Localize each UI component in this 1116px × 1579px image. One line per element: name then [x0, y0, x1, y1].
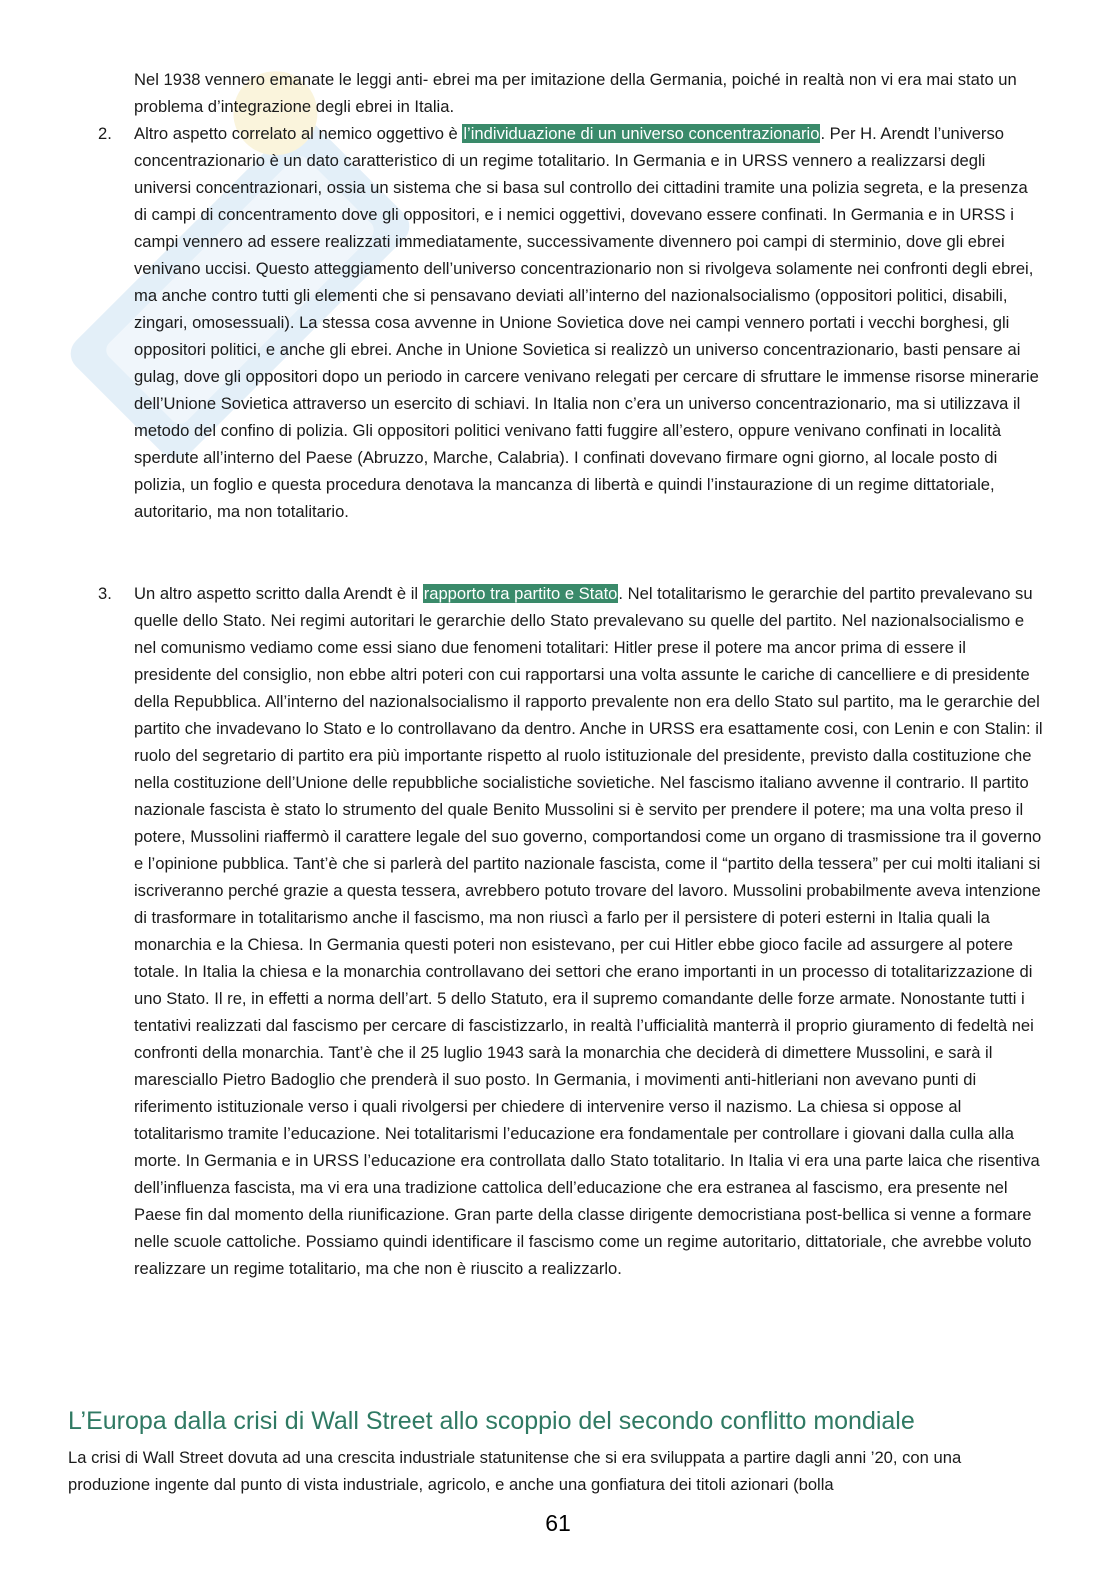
list-number-3: 3. — [98, 584, 112, 603]
list-number-2: 2. — [98, 124, 112, 143]
highlight-universo-concentrazionario: l’individuazione di un universo concentrazionario — [463, 124, 820, 143]
list-item-3-pre: Un altro aspetto scritto dalla Arendt è il — [134, 584, 423, 603]
section-heading: L’Europa dalla crisi di Wall Street allo scoppio del secondo conflitto mondiale — [68, 1407, 915, 1435]
paragraph-leggi-anti-ebrei — [134, 66, 1044, 120]
list-item-2-pre: Altro aspetto correlato al nemico oggettivo è — [134, 124, 463, 143]
highlight-rapporto-partito-stato: rapporto tra partito e Stato — [423, 584, 618, 603]
list-item-2-body: . Per H. Arendt l’universo concentrazionario è un dato caratteristico di un regime totalitario. In Germania e in URSS vennero a realizzarsi degli universi concentrazionari, ossia un sistema che si basa sul controllo dei cittadini tramite una polizia segreta, e la presenza di campi di concentramento dove gli oppositori, e i nemici oggettivi, dovevano essere confinati. In Germania e in URSS i campi vennero ad essere realizzati immediatamente, successivamente divennero poi campi di sterminio, dove gli ebrei venivano uccisi. Questo atteggiamento dell’universo concentrazionario non si rivolgeva solamente nei confronti degli ebrei, ma anche contro tutti gli elementi che si pensavano deviati all’interno del nazionalsocialismo (oppositori politici, disabili, zingari, omosessuali). La stessa cosa avvenne in Unione Sovietica dove nei campi vennero portati i vecchi borghesi, gli oppositori politici, e anche gli ebrei. Anche in Unione Sovietica si realizzò un universo concentrazionario, basti pensare ai gulag, dove gli oppositori dopo un periodo in carcere venivano relegati per cercare di sfruttare le immense risorse minerarie dell’Unione Sovietica attraverso un esercito di schiavi. In Italia non c’era un universo concentrazionario, ma si utilizzava il metodo del confino di polizia. Gli oppositori politici venivano fatti fuggire all’estero, oppure venivano confinati in località sperdute all’interno del Paese (Abruzzo, Marche, Calabria). I confinati dovevano firmare ogni giorno, al locale posto di polizia, un foglio e questa procedura denotava la mancanza di libertà e quindi l’instaurazione di un regime dittatoriale, autoritario, ma non totalitario. — [134, 124, 1039, 521]
list-item-2 — [134, 120, 1044, 525]
paragraph-text: Nel 1938 vennero emanate le leggi anti- ebrei ma per imitazione della Germania, poiché in realtà non vi era mai stato un problema d’integrazione degli ebrei in Italia. — [134, 70, 1017, 116]
section-intro-paragraph: La crisi di Wall Street dovuta ad una crescita industriale statunitense che si era sviluppata a partire dagli anni ’20, con una produzione ingente dal punto di vista industriale, agricolo, e anche una gonfiatura dei titoli azionari (bolla — [68, 1448, 962, 1494]
list-item-3 — [134, 580, 1044, 1282]
page-number: 61 — [545, 1510, 571, 1536]
list-item-3-body: . Nel totalitarismo le gerarchie del partito prevalevano su quelle dello Stato. Nei regimi autoritari le gerarchie dello Stato prevalevano su quelle del partito. Nel nazionalsocialismo e nel comunismo vediamo come essi siano due fenomeni totalitari: Hitler prese il potere ma ancor prima di essere il presidente del consiglio, non ebbe altri poteri con cui rapportarsi una volta assunte le cariche di cancelliere e di presidente della Repubblica. All’interno del nazionalsocialismo il rapporto prevalente non era dello Stato sul partito, ma le gerarchie del partito che invadevano lo Stato e lo controllavano da dentro. Anche in URSS era esattamente cosi, con Lenin e con Stalin: il ruolo del segretario di partito era più importante rispetto al ruolo istituzionale del presidente, previsto dalla costituzione che nella costituzione dell’Unione delle repubbliche socialistiche sovietiche. Nel fascismo italiano avvenne il contrario. Il partito nazionale fascista è stato lo strumento del quale Benito Mussolini si è servito per prendere il potere; ma una volta preso il potere, Mussolini riaffermò il carattere legale del suo governo, comportandosi come un organo di trasmissione tra il governo e l’opinione pubblica. Tant’è che si parlerà del partito nazionale fascista, come il “partito della tessera” per cui molti italiani si iscriveranno perché grazie a questa tessera, avrebbero potuto trovare del lavoro. Mussolini probabilmente aveva intenzione di trasformare in totalitarismo anche il fascismo, ma non riuscì a farlo per il persistere di poteri esterni in Italia quali la monarchia e la Chiesa. In Germania questi poteri non esistevano, per cui Hitler ebbe gioco facile ad assurgere al potere totale. In Italia la chiesa e la monarchia controllavano dei settori che erano importanti in un processo di totalitarizzazione di uno Stato. Il re, in effetti a norma dell’art. 5 dello Statuto, era il supremo comandante delle forze armate. Nonostante tutti i tentativi realizzati dal fascismo per cercare di fascistizzarlo, in realtà l’ufficialità manterrà il proprio giuramento di fedeltà nei confronti della monarchia. Tant’è che il 25 luglio 1943 sarà la monarchia che deciderà di dimettere Mussolini, e sarà il maresciallo Pietro Badoglio che prenderà il suo posto. In Germania, i movimenti anti-hitleriani non avevano punti di riferimento istituzionale verso i quali rivolgersi per chiedere di intervenire verso il nazismo. La chiesa si oppose al totalitarismo tramite l’educazione. Nei totalitarismi l’educazione era fondamentale per controllare i giovani dalla culla alla morte. In Germania e in URSS l’educazione era controllata dallo Stato totalitario. In Italia vi era una parte laica che risentiva dell’influenza fascista, ma vi era una tradizione cattolica dell’educazione che era estranea al fascismo, era presente nel Paese fin dal momento della riunificazione. Gran parte della classe dirigente democristiana post-bellica si venne a formare nelle scuole cattoliche. Possiamo quindi identificare il fascismo come un regime autoritario, dittatoriale, che avrebbe voluto realizzare un regime totalitario, ma che non è riuscito a realizzarlo. — [134, 584, 1043, 1278]
